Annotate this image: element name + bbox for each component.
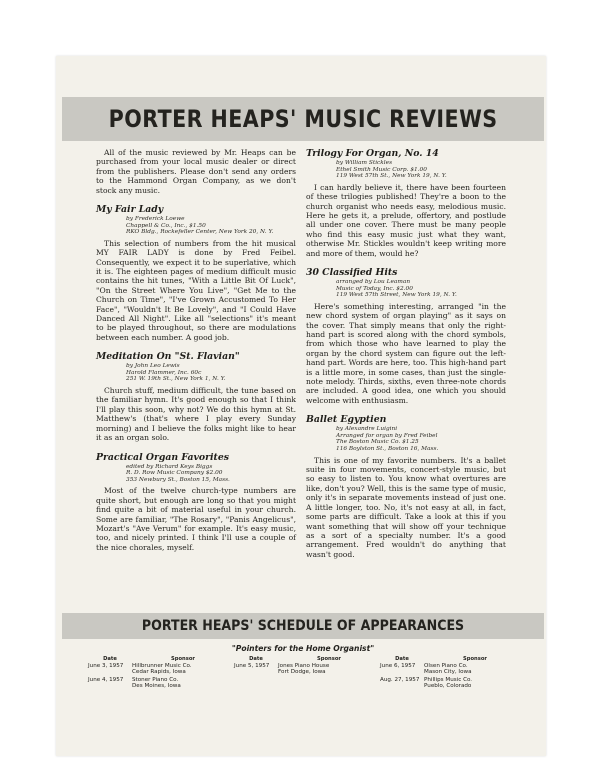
credit-line: RKO Bldg., Rockefeller Center, New York 20, N. Y. [126, 229, 274, 236]
page-title: PORTER HEAPS' MUSIC REVIEWS [108, 105, 498, 133]
review-credits [306, 426, 506, 452]
appearance-sponsor [424, 663, 526, 676]
appearance-sponsor [424, 677, 526, 690]
date-header: Date [103, 656, 117, 662]
appearance-date: June 6, 1957 [380, 663, 416, 669]
right-column [306, 148, 506, 563]
sponsor-line: Des Moines, Iowa [132, 683, 181, 690]
review-30-classified-hits [306, 267, 506, 405]
schedule-column [234, 656, 380, 690]
review-my-fair-lady [96, 204, 296, 342]
review-title: Practical Organ Favorites [96, 451, 229, 463]
review-text: This is one of my favorite numbers. It's a ballet suite in four movements, concert-style music, but so easy to listen to. You know what overtures are like, don't you? Well, this is the same type of music, only it's in separate movements instead of just one. A little longer, too. No, it's not easy at all, in fact, some parts are difficult. Take a look at this if you want something that will show off your technique as a sort of a specialty number. It's a good arrangement. Fred wouldn't do anything that wasn't good. [306, 455, 506, 559]
review-text: Church stuff, medium difficult, the tune based on the familiar hymn. It's good enough so that I think I'll play this soon, why not? We do this hymn at St. Matthew's (that's where I play every Sunday morning) and I believe the folks might like to hear it as an organ solo. [96, 386, 296, 443]
schedule-header [380, 656, 526, 662]
review-title: My Fair Lady [96, 204, 164, 216]
credit-line: Music of Today, Inc. $2.00 [336, 285, 413, 292]
left-column [96, 148, 296, 556]
review-credits [306, 160, 506, 180]
sponsor-line: Mason City, Iowa [424, 669, 472, 676]
credit-line: Arranged for organ by Fred Feibel [336, 432, 438, 439]
appearance-date: June 4, 1957 [88, 676, 124, 683]
appearance-date: June 5, 1957 [234, 663, 270, 669]
credit-line: Ethel Smith Music Corp. $1.00 [336, 166, 427, 173]
credit-line: 119 West 57th Street, New York 19, N. Y. [336, 292, 457, 299]
schedule-header [88, 656, 234, 662]
schedule-table [88, 656, 528, 690]
sponsor-line: Jones Piano House [278, 663, 330, 669]
credit-line: by William Stickles [336, 160, 393, 166]
review-title: Ballet Egyptien [306, 414, 387, 426]
schedule-row [380, 677, 526, 690]
appearance-sponsor [132, 663, 234, 676]
date-header: Date [249, 656, 263, 662]
sponsor-header: Sponsor [171, 656, 195, 662]
review-credits [306, 279, 506, 299]
sponsor-line: Pueblo, Colorado [424, 683, 472, 690]
sponsor-line: Hillbrunner Music Co. [132, 663, 192, 669]
schedule-title: PORTER HEAPS' SCHEDULE OF APPEARANCES [141, 618, 465, 634]
title-banner [62, 97, 544, 141]
review-text: Here's something interesting, arranged "in the new chord system of organ playing" as it says on the cover. That simply means that only the right-hand part is scored along with the chord symbols, from which those who have learned to play the organ by the chord system can figure out the left-hand part. Words are here, too. This high-hand part is a little more, in some cases, than just the single-note melody. Thirds, sixths, even three-note chords are included. A good idea, one which you should welcome with enthusiasm. [306, 301, 506, 405]
schedule-column [88, 656, 234, 690]
review-credits [96, 363, 296, 383]
schedule-banner [62, 613, 544, 639]
credit-line: The Boston Music Co. $1.25 [336, 439, 419, 446]
review-text: This selection of numbers from the hit musical MY FAIR LADY is done by Fred Feibel. Consequently, we expect it to be superlative, which it is. The eighteen pages of medium difficult music contains the hit tunes, "With a Little Bit Of Luck", "On the Street Where You Live", "Get Me to the Church on Time", "I've Grown Accustomed To Her Face", "Wouldn't It Be Lovely", and "I Could Have Danced All Night". Like all "selections" it's meant to be played throughout, so there are modulations between each number. A good job. [96, 238, 296, 342]
appearance-sponsor [278, 663, 380, 676]
credit-line: 119 West 57th St., New York 19, N. Y. [336, 173, 447, 180]
sponsor-line: Cedar Rapids, Iowa [132, 669, 186, 676]
review-text: I can hardly believe it, there have been fourteen of these trilogies published! They're a boon to the church organist who needs easy, melodious music. Here he gets it, a prelude, offertory, and postlude all under one cover. There must be many people who find this easy music just what they want, otherwise Mr. Stickles wouldn't keep writing more and more of them, would he? [306, 182, 506, 258]
credit-line: edited by Richard Keys Biggs [126, 463, 213, 470]
review-title: 30 Classified Hits [306, 267, 398, 279]
credit-line: R. D. Row Music Company $2.00 [126, 470, 223, 477]
credit-line: by John Leo Lewis [126, 363, 180, 370]
sponsor-line: Fort Dodge, Iowa [278, 669, 326, 676]
credit-line: Harold Flammer, Inc. 60c [126, 369, 202, 376]
appearance-date: June 3, 1957 [88, 663, 124, 669]
schedule-row [88, 677, 234, 690]
review-credits [96, 464, 296, 484]
review-trilogy-for-organ [306, 148, 506, 258]
review-credits [96, 216, 296, 236]
schedule-row [88, 663, 234, 676]
schedule-row [380, 663, 526, 676]
credit-line: by Alexandre Luigini [336, 426, 398, 433]
review-title: Meditation On "St. Flavian" [96, 351, 240, 363]
credit-line: 251 W. 19th St., New York 1, N. Y. [126, 376, 226, 383]
credit-line: 116 Boylston St., Boston 16, Mass. [336, 446, 439, 453]
schedule-subtitle: "Pointers for the Home Organist" [231, 644, 375, 653]
intro-paragraph: All of the music reviewed by Mr. Heaps can be purchased from your local music dealer or direct from the publishers. Please don't send any orders to the Hammond Organ Company, as we don't stock any music. [96, 148, 296, 195]
appearance-date: Aug. 27, 1957 [380, 676, 420, 683]
sponsor-header: Sponsor [317, 656, 341, 662]
credit-line: 353 Newbury St., Boston 15, Mass. [126, 476, 230, 483]
credit-line: Chappell & Co., Inc., $1.50 [126, 222, 206, 229]
credit-line: arranged by Lou Leaman [336, 279, 411, 286]
review-meditation-st-flavian [96, 351, 296, 442]
schedule-column [380, 656, 526, 690]
review-ballet-egyptien [306, 414, 506, 559]
review-title: Trilogy For Organ, No. 14 [306, 148, 439, 159]
schedule-header [234, 656, 380, 662]
sponsor-line: Olsen Piano Co. [424, 663, 468, 669]
schedule-row [234, 663, 380, 676]
appearance-sponsor [132, 677, 234, 690]
sponsor-header: Sponsor [463, 656, 487, 662]
review-text: Most of the twelve church-type numbers are quite short, but enough are long so that you might find quite a bit of material useful in your church. Some are familiar, "The Rosary", "Panis Angelicus", Mozart's "Ave Verum" for example. It's easy music, too, and nicely printed. I think I'll use a couple of the nice chorales, myself. [96, 486, 296, 552]
sponsor-line: Phillips Music Co. [424, 676, 473, 683]
date-header: Date [395, 656, 409, 662]
sponsor-line: Stoner Piano Co. [132, 676, 179, 683]
credit-line: by Frederick Loewe [126, 216, 185, 223]
review-practical-organ-favorites [96, 452, 296, 553]
